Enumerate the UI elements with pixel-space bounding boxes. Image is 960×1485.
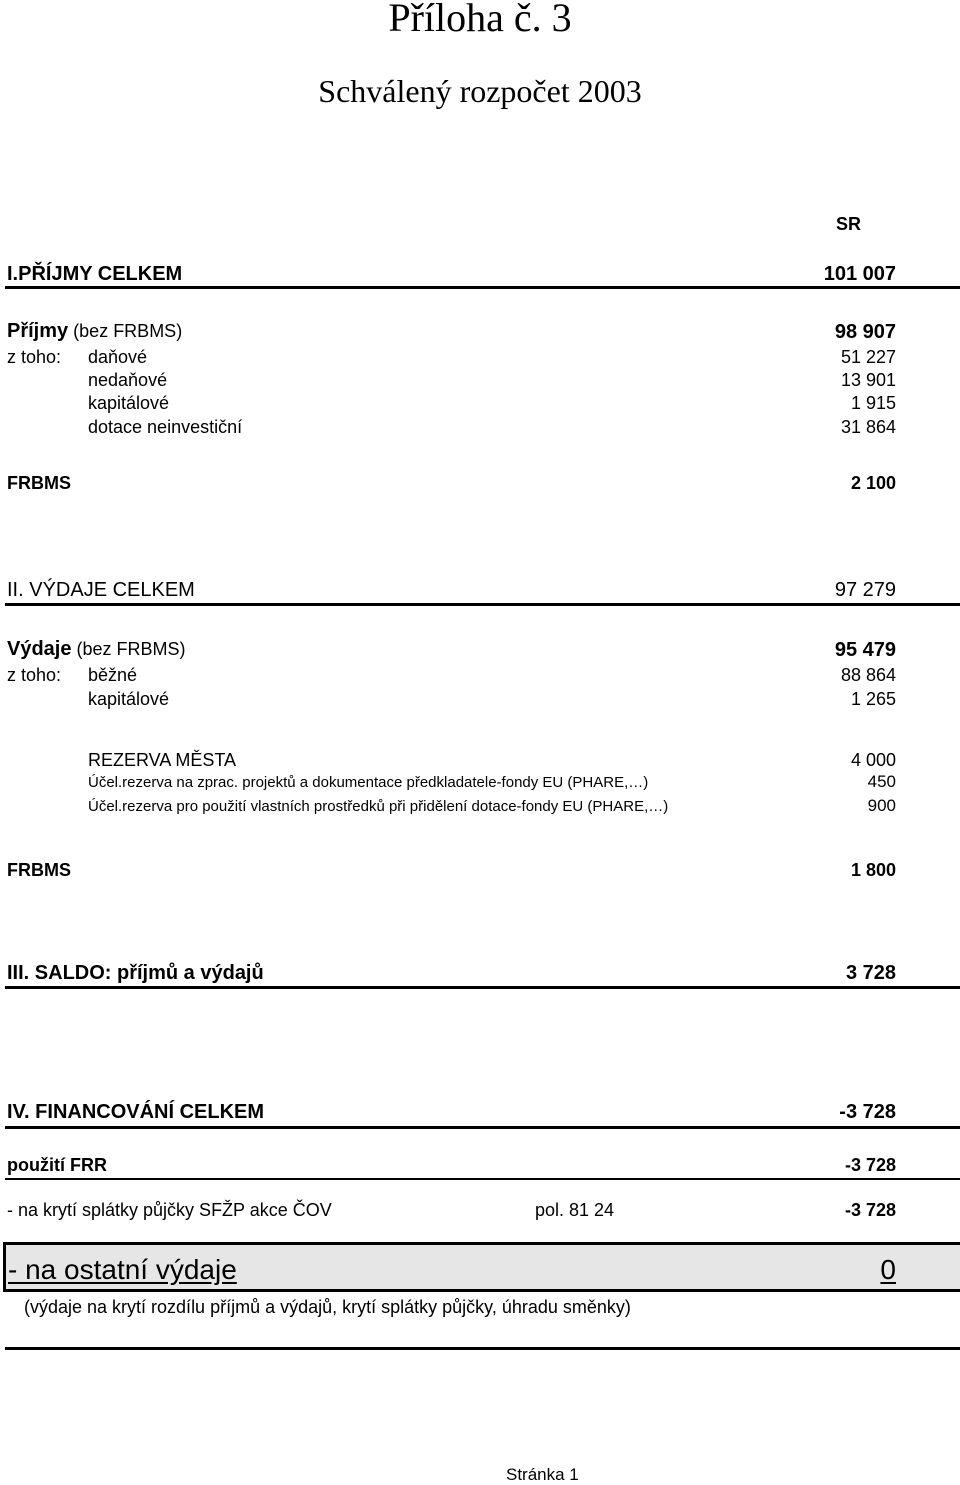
income-item-label: nedaňové — [88, 370, 168, 390]
expenditure-frbms-label: FRBMS — [7, 860, 71, 880]
other-expenses-value: 0 — [880, 1254, 896, 1285]
expenditure-total-rule — [5, 603, 960, 606]
income-item-value: 51 227 — [840, 347, 896, 367]
loan-label: - na krytí splátky půjčky SFŽP akce ČOV — [7, 1200, 332, 1220]
balance-label: III. SALDO: příjmů a výdajů — [7, 962, 264, 984]
income-item-label: daňové — [88, 347, 148, 367]
frr-rule — [5, 1178, 960, 1180]
balance-value: 3 728 — [845, 962, 896, 984]
income-item-value: 13 901 — [840, 370, 896, 390]
loan-pol: pol. 81 24 — [535, 1200, 615, 1220]
income-frbms-value: 2 100 — [850, 473, 896, 493]
income-frbms-label: FRBMS — [7, 473, 71, 493]
expenditure-total-value: 97 279 — [834, 579, 896, 601]
other-expenses-note: (výdaje na krytí rozdílu příjmů a výdajů, krytí splátky půjčky, úhradu směnky) — [24, 1297, 631, 1317]
expenditure-item-label: kapitálové — [88, 689, 170, 709]
income-item-value: 31 864 — [840, 417, 896, 437]
financing-total-rule — [5, 1126, 960, 1129]
income-main-value: 98 907 — [834, 321, 896, 343]
frr-label: použití FRR — [7, 1155, 107, 1175]
income-of-which: z toho: — [7, 347, 62, 367]
expenditure-item-label: běžné — [88, 665, 138, 685]
reserve-item-value: 900 — [867, 796, 896, 815]
bottom-rule — [5, 1347, 960, 1350]
column-header-sr: SR — [835, 214, 861, 234]
income-item-value: 1 915 — [850, 393, 896, 413]
frr-value: -3 728 — [844, 1155, 896, 1175]
income-total-label: I.PŘÍJMY CELKEM — [7, 263, 183, 285]
income-main-label: Příjmy (bez FRBMS) — [7, 320, 183, 342]
reserve-item-label: Účel.rezerva na zprac. projektů a dokumentace předkladatele-fondy EU (PHARE,…) — [88, 774, 649, 791]
income-item-label: dotace neinvestiční — [88, 417, 243, 437]
expenditure-main-value: 95 479 — [834, 639, 896, 661]
expenditure-of-which: z toho: — [7, 665, 62, 685]
expenditure-item-value: 1 265 — [850, 689, 896, 709]
expenditure-main-label: Výdaje (bez FRBMS) — [7, 638, 186, 660]
reserve-item-label: Účel.rezerva pro použití vlastních prostředků při přidělení dotace-fondy EU (PHARE,…) — [88, 798, 669, 815]
financing-total-value: -3 728 — [839, 1101, 896, 1123]
loan-value: -3 728 — [844, 1200, 896, 1220]
expenditure-frbms-value: 1 800 — [850, 860, 896, 880]
reserve-value: 4 000 — [850, 750, 896, 770]
balance-rule — [5, 986, 960, 989]
expenditure-item-value: 88 864 — [840, 665, 896, 685]
annex-title: Příloha č. 3 — [388, 0, 572, 40]
financing-total-label: IV. FINANCOVÁNÍ CELKEM — [7, 1101, 265, 1123]
reserve-label: REZERVA MĚSTA — [88, 750, 237, 770]
expenditure-total-label: II. VÝDAJE CELKEM — [7, 579, 195, 601]
income-total-rule — [5, 286, 960, 289]
page-number: Stránka 1 — [506, 1465, 579, 1484]
income-item-label: kapitálové — [88, 393, 170, 413]
other-expenses-label: - na ostatní výdaje — [8, 1254, 237, 1285]
page-title: Schválený rozpočet 2003 — [318, 73, 642, 109]
income-total-value: 101 007 — [823, 263, 896, 285]
reserve-item-value: 450 — [867, 772, 896, 791]
